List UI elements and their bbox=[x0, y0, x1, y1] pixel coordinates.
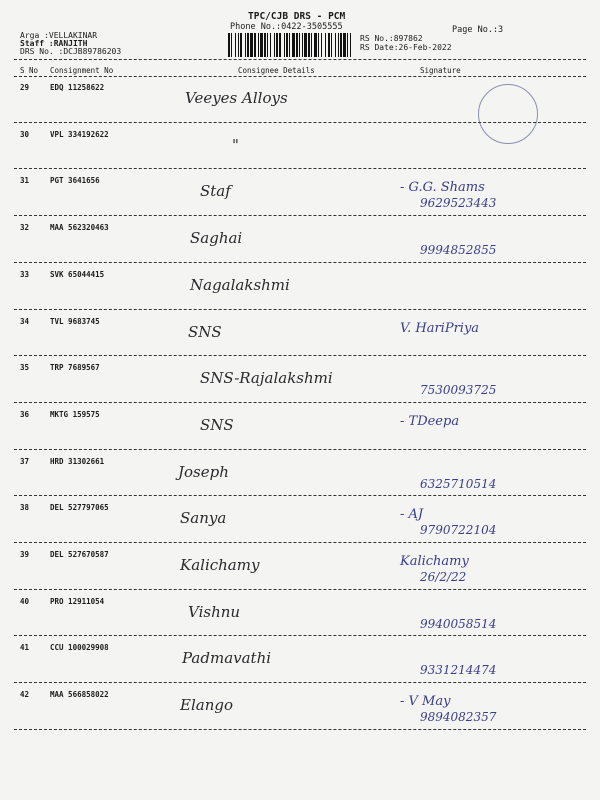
column-header-signature: Signature bbox=[420, 66, 461, 75]
row-signature: Kalichamy bbox=[400, 554, 469, 569]
row-consignment-no: DEL 527797065 bbox=[50, 503, 109, 513]
row-divider bbox=[14, 449, 586, 450]
row-sno: 39 bbox=[20, 550, 30, 559]
phone-number: Phone No.:0422-3505555 bbox=[230, 22, 343, 32]
row-consignee-name: SNS-Rajalakshmi bbox=[200, 369, 333, 388]
row-consignee-name: Saghai bbox=[190, 229, 243, 248]
page-number: Page No.:3 bbox=[452, 25, 504, 35]
row-signature-number: 9894082357 bbox=[420, 710, 497, 725]
row-sno: 33 bbox=[20, 269, 30, 279]
column-header-sno: S No bbox=[20, 66, 39, 75]
drs-number: DRS No. :DCJB89786203 bbox=[20, 47, 122, 56]
row-divider bbox=[14, 168, 586, 169]
row-divider bbox=[14, 682, 586, 683]
header-divider-bottom bbox=[14, 76, 586, 77]
row-sno: 34 bbox=[20, 316, 30, 326]
row-divider bbox=[14, 262, 586, 263]
row-sno: 29 bbox=[20, 83, 30, 92]
row-signature-number: 6325710514 bbox=[420, 476, 497, 491]
row-signature-number: 9790722104 bbox=[420, 523, 497, 538]
header-divider-top bbox=[14, 59, 586, 60]
barcode-icon bbox=[227, 33, 355, 57]
row-signature-number: 9331214474 bbox=[420, 663, 497, 678]
staff-field: Staff :RANJITH bbox=[20, 39, 88, 48]
row-consignment-no: CCU 100029908 bbox=[50, 643, 109, 653]
row-signature-number: 9940058514 bbox=[420, 616, 497, 631]
row-divider bbox=[14, 729, 586, 730]
row-consignee-name: SNS bbox=[200, 415, 234, 434]
row-signature-number: 9994852855 bbox=[420, 243, 497, 258]
row-consignment-no: MKTG 159575 bbox=[50, 409, 100, 419]
row-divider bbox=[14, 215, 586, 216]
rs-date: RS Date:26-Feb-2022 bbox=[360, 43, 452, 52]
row-signature-number: 26/2/22 bbox=[420, 570, 467, 584]
row-consignee-name: Staf bbox=[200, 182, 231, 201]
row-consignment-no: TVL 9683745 bbox=[50, 316, 100, 326]
row-consignee-name: Vishnu bbox=[188, 602, 241, 621]
row-consignee-name: Joseph bbox=[178, 462, 229, 481]
row-divider bbox=[14, 402, 586, 403]
row-consignment-no: DEL 527670587 bbox=[50, 550, 109, 559]
row-sno: 30 bbox=[20, 129, 30, 139]
row-consignment-no: VPL 334192622 bbox=[50, 129, 109, 139]
row-consignment-no: TRP 7689567 bbox=[50, 363, 100, 373]
row-signature: - AJ bbox=[400, 507, 424, 523]
row-consignment-no: EDQ 11258622 bbox=[50, 83, 105, 92]
row-signature: - TDeepa bbox=[400, 413, 460, 429]
row-sno: 31 bbox=[20, 176, 30, 186]
document-title: TPC/CJB DRS - PCM bbox=[248, 11, 346, 22]
row-sno: 35 bbox=[20, 363, 30, 373]
row-divider bbox=[14, 309, 586, 310]
row-consignee-name: Veeyes Alloys bbox=[185, 89, 288, 107]
row-consignment-no: MAA 566858022 bbox=[50, 690, 109, 700]
row-consignee-name: Elango bbox=[180, 696, 233, 715]
row-consignee-name: Padmavathi bbox=[182, 649, 272, 668]
column-header-consignee: Consignee Details bbox=[238, 66, 315, 75]
row-signature-number: 9629523443 bbox=[420, 196, 497, 211]
delivery-stamp bbox=[478, 84, 538, 144]
column-header-consignment: Consignment No bbox=[50, 66, 114, 75]
row-divider bbox=[14, 495, 586, 496]
row-consignee-name: Sanya bbox=[180, 509, 227, 528]
row-consignee-name: " bbox=[232, 135, 239, 154]
rs-number: RS No.:897862 bbox=[360, 34, 423, 43]
row-divider bbox=[14, 542, 586, 543]
row-divider bbox=[14, 635, 586, 636]
row-signature: - V May bbox=[400, 694, 451, 710]
row-consignment-no: SVK 65044415 bbox=[50, 269, 105, 279]
row-sno: 32 bbox=[20, 223, 30, 233]
row-divider bbox=[14, 122, 586, 123]
row-divider bbox=[14, 355, 586, 356]
row-signature-number: 7530093725 bbox=[420, 383, 497, 398]
row-consignment-no: PGT 3641656 bbox=[50, 176, 100, 186]
row-sno: 41 bbox=[20, 643, 30, 653]
row-signature: V. HariPriya bbox=[400, 320, 480, 336]
row-consignment-no: PRO 12911054 bbox=[50, 596, 105, 606]
row-sno: 42 bbox=[20, 690, 30, 700]
area-field: Arga :VELLAKINAR bbox=[20, 31, 98, 40]
row-consignee-name: SNS bbox=[188, 322, 222, 341]
row-consignee-name: Kalichamy bbox=[180, 556, 260, 574]
row-consignment-no: HRD 31302661 bbox=[50, 456, 105, 466]
row-sno: 36 bbox=[20, 409, 30, 419]
row-consignment-no: MAA 562320463 bbox=[50, 223, 109, 233]
row-sno: 40 bbox=[20, 596, 30, 606]
row-divider bbox=[14, 589, 586, 590]
row-signature: - G.G. Shams bbox=[400, 180, 485, 196]
row-sno: 37 bbox=[20, 456, 30, 466]
row-consignee-name: Nagalakshmi bbox=[190, 275, 290, 294]
row-sno: 38 bbox=[20, 503, 30, 513]
